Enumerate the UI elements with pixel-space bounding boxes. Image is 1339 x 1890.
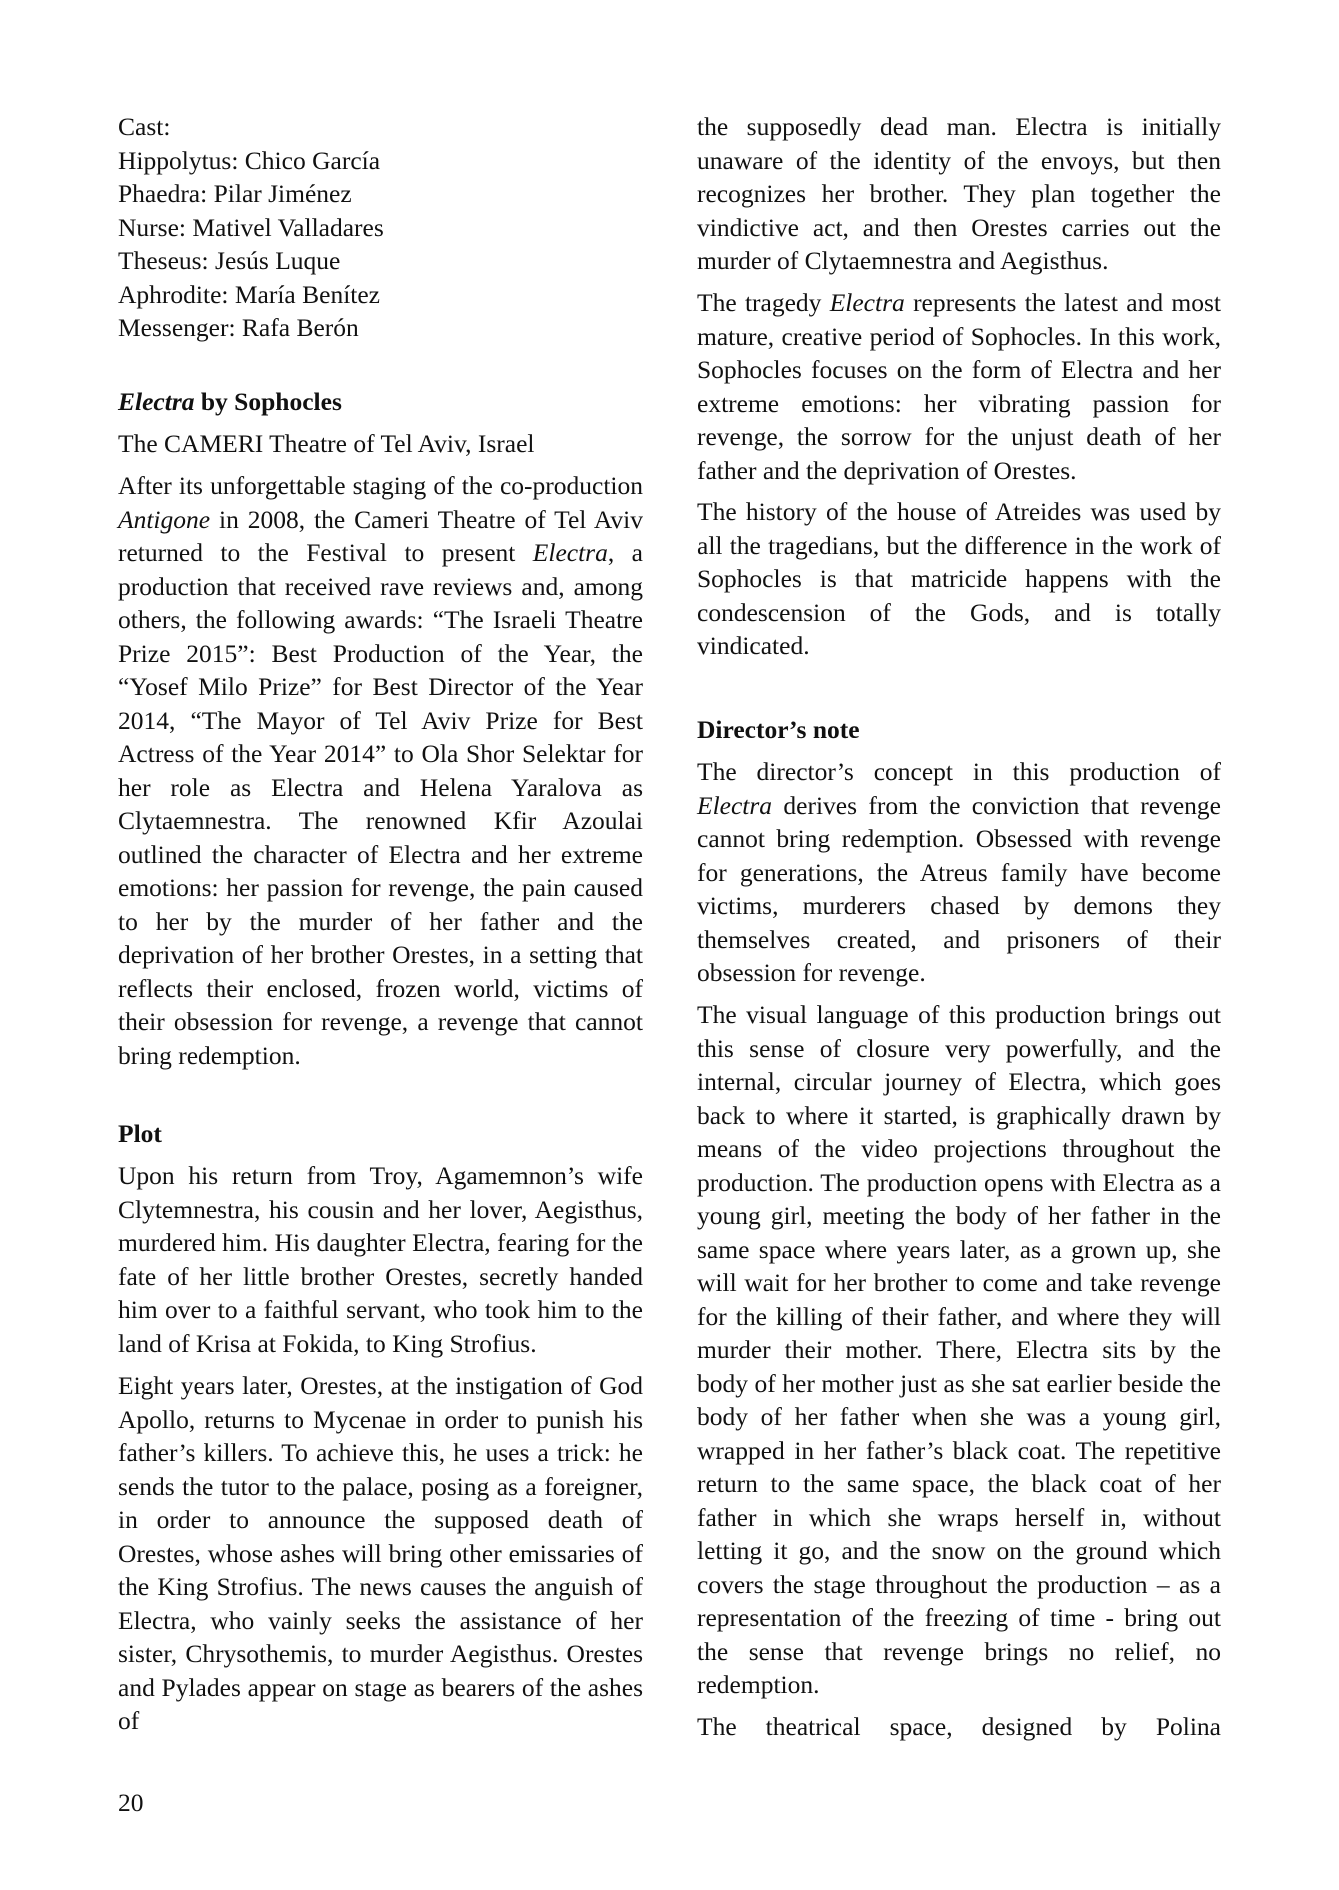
text-run: The director’s concept in this production of xyxy=(697,757,1221,786)
heading-title-italic: Electra xyxy=(118,387,195,416)
cast-member: Phaedra: Pilar Jiménez xyxy=(118,179,352,208)
text-run: represents the latest and most mature, creative period of Sophocles. In this work, Sophocles focuses on the form of Electra and her extreme emotions: her vibrating passion for revenge, the sorrow for the unjust death of her father and the deprivation of Orestes. xyxy=(697,288,1221,485)
cast-member: Nurse: Mativel Valladares xyxy=(118,212,384,242)
intro-paragraph xyxy=(118,469,643,1072)
page-number: 20 xyxy=(118,1788,144,1817)
title-antigone: Antigone xyxy=(118,504,211,534)
section-heading-electra xyxy=(118,385,643,419)
plot-continued-paragraph: the supposedly dead man. Electra is initially unaware of the identity of the envoys, but then recognizes her brother. They plan together the vindictive act, and then Orestes carries out the murder of Clytaemnestra and Aegisthus. xyxy=(697,112,1221,275)
text-run: in 2008, the Cameri Theatre of Tel Aviv returned to the Festival to present xyxy=(118,504,643,567)
cast-member: Messenger: Rafa Berón xyxy=(118,313,359,342)
cast-label: Cast: xyxy=(118,112,171,141)
section-heading-plot: Plot xyxy=(118,1119,162,1148)
plot-paragraph: Upon his return from Troy, Agamemnon’s wife Clytemnestra, his cousin and her lover, Aegisthus, murdered him. His daughter Electra, fearing for the fate of her little brother Orestes, secretly handed him over to a faithful servant, who took him to the land of Krisa at Fokida, to King Strofius. xyxy=(118,1161,643,1358)
section-heading-directors-note: Director’s note xyxy=(697,715,860,744)
history-paragraph: The history of the house of Atreides was used by all the tragedians, but the difference in the work of Sophocles is that matricide happens with the condescension of the Gods, and is totally vindicated. xyxy=(697,497,1221,660)
plot-paragraph: Eight years later, Orestes, at the instigation of God Apollo, returns to Mycenae in order to punish his father’s killers. To achieve this, he uses a trick: he sends the tutor to the palace, posing as a foreigner, in order to announce the supposed death of Orestes, whose ashes will bring other emissaries of the King Strofius. The news causes the anguish of Electra, who vainly seeks the assistance of her sister, Chrysothemis, to murder Aegisthus. Orestes and Pylades appear on stage as bearers of the ashes of xyxy=(118,1371,643,1735)
heading-title-rest: by Sophocles xyxy=(194,387,342,416)
cast-member: Theseus: Jesús Luque xyxy=(118,246,341,275)
company-line: The CAMERI Theatre of Tel Aviv, Israel xyxy=(118,429,535,458)
cast-list xyxy=(118,110,643,345)
title-electra: Electra xyxy=(829,288,905,317)
visual-language-paragraph: The visual language of this production brings out this sense of closure very powerfully, and the internal, circular journey of Electra, which goes back to where it started, is graphically drawn by means of the video projections throughout the production. The production opens with Electra as a young girl, meeting the body of her father in the same space where years later, as a grown up, she will wait for her brother to come and take revenge for the killing of their father, and where they will murder their mother. There, Electra sits by the body of her mother just as she sat earlier beside the body of her father when she was a young girl, wrapped in her father’s black coat. The repetitive return to the same space, the black coat of her father in which she wraps herself in, without letting it go, and the snow on the ground which covers the stage throughout the production – as a representation of the freezing of time - bring out the sense that revenge brings no relief, no redemption. xyxy=(697,1000,1221,1699)
theatrical-space-paragraph: The theatrical space, designed by Polina xyxy=(697,1712,1221,1741)
tragedy-paragraph xyxy=(697,286,1221,487)
cast-member: Hippolytus: Chico García xyxy=(118,145,381,175)
text-run: After its unforgettable staging of the co-production xyxy=(118,471,643,500)
title-electra: Electra xyxy=(697,790,773,820)
text-run: , a production that received rave reviews and, among others, the following awards: “The Israeli Theatre Prize 2015”: Best Production of the Year, the “Yosef Milo Prize” for Best Director of the Year 2014, “The Mayor of Tel Aviv Prize for Best Actress of the Year 2014” to Ola Shor Selektar for her role as Electra and Helena Yaralova as Clytaemnestra. The renowned Kfir Azoulai outlined the character of Electra and her extreme emotions: her passion for revenge, the pain caused to her by the murder of her father and the deprivation of her brother Orestes, in a setting that reflects their enclosed, frozen world, victims of their obsession for revenge, a revenge that cannot bring redemption. xyxy=(118,538,643,1070)
text-run: The tragedy xyxy=(697,288,830,317)
title-electra: Electra xyxy=(532,538,608,567)
text-run: derives from the conviction that revenge cannot bring redemption. Obsessed with revenge for generations, the Atreus family have become victims, murderers chased by demons they themselves created, and prisoners of their obsession for revenge. xyxy=(697,790,1221,987)
cast-member: Aphrodite: María Benítez xyxy=(118,279,380,309)
concept-paragraph xyxy=(697,755,1221,990)
